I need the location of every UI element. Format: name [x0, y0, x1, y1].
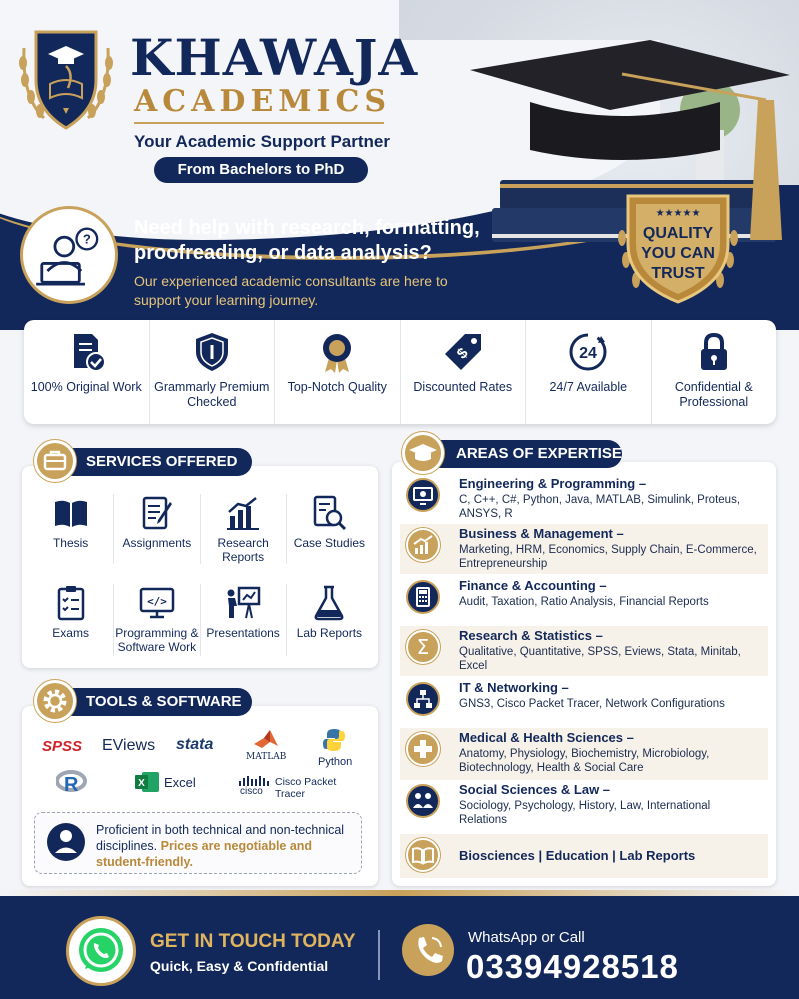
- feature-label: 100% Original Work: [30, 380, 142, 394]
- monitor-gear-icon: [406, 478, 440, 512]
- expertise-title: AREAS OF EXPERTISE: [426, 440, 622, 468]
- brand-subtitle: ACADEMICS: [134, 84, 392, 119]
- spss-logo: SPSS: [42, 738, 83, 755]
- phone-number[interactable]: 03394928518: [466, 948, 679, 985]
- service-thesis: [28, 494, 114, 564]
- matlab-logo-text: MATLAB: [246, 752, 287, 762]
- service-label: Lab Reports: [296, 626, 363, 640]
- expertise-desc: GNS3, Cisco Packet Tracer, Network Configurations: [459, 698, 725, 710]
- expertise-desc: Qualitative, Quantitative, SPSS, Eviews, Stata, Minitab, Excel: [459, 646, 741, 672]
- service-assignments: [114, 494, 200, 564]
- excel-logo-text: Excel: [164, 775, 196, 790]
- features-bar: [24, 320, 776, 424]
- feature-label: Grammarly Premium Checked: [154, 380, 270, 409]
- service-label: Research Reports: [217, 536, 269, 564]
- service-programming: [114, 584, 200, 656]
- badge-line-1: QUALITY: [642, 225, 714, 242]
- network-icon: [406, 682, 440, 716]
- tools-title: TOOLS & SOFTWARE: [56, 688, 252, 716]
- expertise-desc: Audit, Taxation, Ratio Analysis, Financial Reports: [459, 596, 709, 608]
- quality-badge-text: [614, 224, 742, 284]
- service-case-studies: [287, 494, 372, 564]
- service-label: Assignments: [122, 536, 192, 550]
- clock-24-text: 24: [579, 345, 598, 362]
- svg-text:X: X: [138, 778, 145, 789]
- service-lab-reports: [287, 584, 372, 656]
- crest-logo-icon: [14, 18, 118, 136]
- expertise-other: [400, 834, 768, 878]
- expertise-title-text: Social Sciences & Law –: [459, 782, 611, 797]
- expertise-engineering: [400, 474, 768, 524]
- service-label: Thesis: [52, 536, 89, 550]
- expertise-title-text: Engineering & Programming –: [459, 476, 647, 491]
- service-exams: [28, 584, 114, 656]
- stata-logo: stata: [176, 736, 214, 753]
- excel-icon: [134, 770, 160, 794]
- price-tag-icon: [441, 330, 485, 374]
- document-search-icon: [310, 494, 348, 532]
- checklist-icon: [52, 584, 90, 622]
- gear-icon: [34, 680, 76, 722]
- expertise-other-text: Biosciences | Education | Lab Reports: [459, 848, 696, 863]
- expertise-medical: [400, 728, 768, 780]
- expertise-title-text: IT & Networking –: [459, 680, 569, 695]
- service-label: Programming & Software Work: [115, 626, 199, 654]
- expertise-title-text: Research & Statistics –: [459, 628, 603, 643]
- feature-label: Discounted Rates: [413, 380, 513, 394]
- note-highlight: Prices are negotiable and student-friendly.: [96, 839, 313, 869]
- sigma-icon: [406, 630, 440, 664]
- user-location-icon: [46, 822, 86, 862]
- expertise-desc: Sociology, Psychology, History, Law, International Relations: [459, 800, 711, 826]
- medical-cross-icon: [406, 732, 440, 766]
- medal-icon: [315, 330, 359, 374]
- phone-icon[interactable]: [402, 924, 454, 976]
- expertise-desc: Marketing, HRM, Economics, Supply Chain, E-Commerce, Entrepreneurship: [459, 544, 757, 570]
- feature-discount: [401, 320, 527, 424]
- r-logo-text: R: [64, 774, 79, 796]
- book-icon: [406, 838, 440, 872]
- expertise-business: [400, 524, 768, 574]
- badge-line-3: TRUST: [651, 265, 705, 282]
- footer-divider: [378, 930, 380, 980]
- services-row-1: [28, 494, 372, 564]
- python-icon: [322, 728, 346, 752]
- feature-availability: [526, 320, 652, 424]
- shield-icon: [190, 330, 234, 374]
- feature-label: Confidential & Professional: [674, 380, 753, 409]
- document-pen-icon: [138, 494, 176, 532]
- brand-name: KHAWAJA: [130, 28, 419, 87]
- degree-pill: From Bachelors to PhD: [154, 157, 368, 183]
- svg-text:</>: </>: [146, 595, 167, 608]
- service-label: Case Studies: [293, 536, 366, 550]
- feature-original-work: [24, 320, 150, 424]
- expertise-it: [400, 678, 768, 726]
- matlab-icon: [252, 728, 280, 750]
- footer-subheading: Quick, Easy & Confidential: [150, 958, 329, 974]
- expertise-title-text: Medical & Health Sciences –: [459, 730, 634, 745]
- expertise-desc: Anatomy, Physiology, Biochemistry, Microbiology, Biotechnology, Health & Social Care: [459, 748, 710, 774]
- help-text: Our experienced academic consultants are here to support your learning journey.: [134, 273, 448, 308]
- packet-tracer-logo-text: Cisco Packet Tracer: [275, 776, 337, 800]
- whatsapp-icon[interactable]: [66, 916, 136, 986]
- code-monitor-icon: [138, 584, 176, 622]
- presentation-board-icon: [224, 584, 262, 622]
- badge-line-2: YOU CAN: [641, 245, 715, 262]
- tagline: Your Academic Support Partner: [134, 132, 390, 151]
- graduation-cap-icon: [402, 432, 444, 474]
- briefcase-icon: [34, 440, 76, 482]
- help-heading: Need help with research, formatting, proofreading, or data analysis?: [134, 217, 480, 264]
- people-icon: [406, 784, 440, 818]
- help-consultant-icon: [20, 206, 118, 304]
- expertise-title-text: Business & Management –: [459, 526, 624, 541]
- cisco-logo-text: cisco: [240, 786, 263, 797]
- service-presentations: [201, 584, 287, 656]
- expertise-research: [400, 626, 768, 676]
- bar-chart-icon: [224, 494, 262, 532]
- brand-divider: [134, 122, 384, 124]
- service-label: Presentations: [206, 626, 280, 640]
- svg-text:$: $: [453, 344, 472, 363]
- feature-quality: [275, 320, 401, 424]
- python-logo-text: Python: [318, 756, 353, 768]
- feature-grammarly: [150, 320, 276, 424]
- svg-text:Σ: Σ: [416, 635, 430, 659]
- expertise-desc: C, C++, C#, Python, Java, MATLAB, Simulink, Proteus, ANSYS, R: [459, 494, 741, 520]
- clock-24-icon: [566, 330, 610, 374]
- feature-label: 24/7 Available: [549, 380, 628, 394]
- feature-confidential: [652, 320, 777, 424]
- open-book-icon: [52, 494, 90, 532]
- footer-heading: GET IN TOUCH TODAY: [150, 931, 356, 952]
- services-row-2: [28, 584, 372, 656]
- contact-label: WhatsApp or Call: [468, 929, 585, 946]
- services-title: SERVICES OFFERED: [56, 448, 252, 476]
- svg-text:?: ?: [82, 231, 91, 247]
- growth-chart-icon: [406, 528, 440, 562]
- feature-label: Top-Notch Quality: [287, 380, 387, 394]
- expertise-title-text: Finance & Accounting –: [459, 578, 607, 593]
- service-research-reports: [201, 494, 287, 564]
- lock-icon: [692, 330, 736, 374]
- expertise-finance: [400, 576, 768, 626]
- flask-icon: [310, 584, 348, 622]
- cisco-bars-icon: [238, 776, 270, 786]
- eviews-logo: EViews: [102, 737, 156, 754]
- expertise-social: [400, 780, 768, 830]
- document-check-icon: [64, 330, 108, 374]
- note-text: [96, 822, 358, 870]
- svg-text:★★★★★: ★★★★★: [655, 208, 701, 219]
- calculator-icon: [406, 580, 440, 614]
- service-label: Exams: [52, 626, 89, 640]
- note-plain: Proficient in both technical and non-technical disciplines.: [96, 823, 345, 853]
